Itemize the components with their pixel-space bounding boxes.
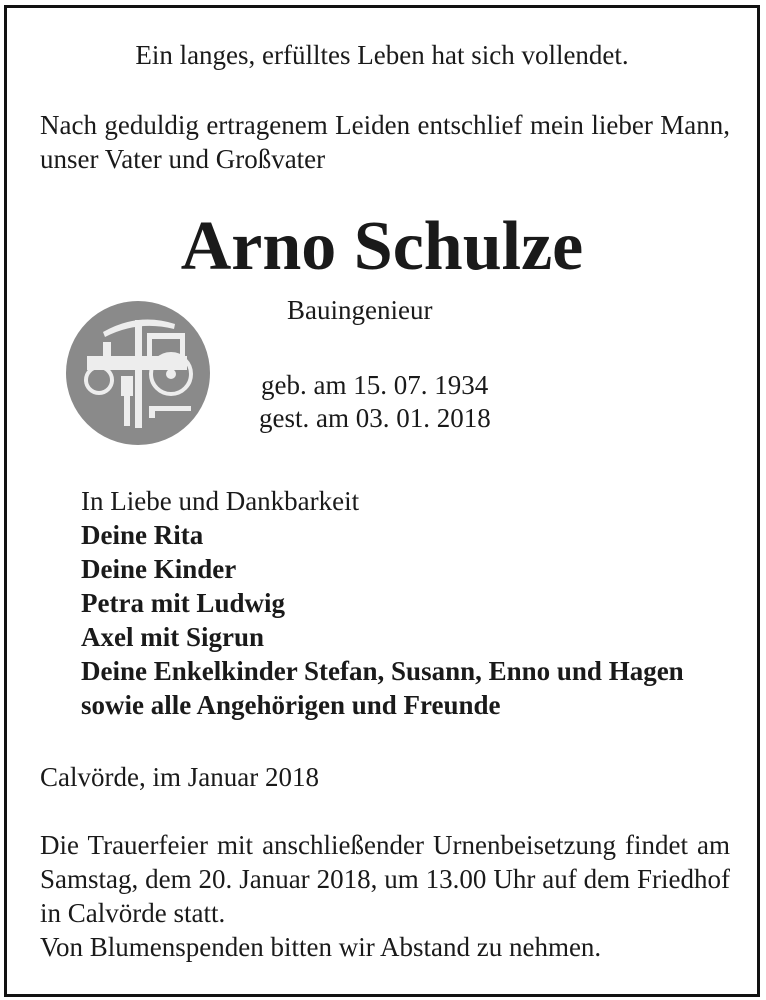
intro-line: Ein langes, erfülltes Leben hat sich vollendet.	[135, 40, 629, 70]
mourner-line: sowie alle Angehörigen und Freunde	[81, 690, 501, 720]
emblem-hammer-head	[121, 376, 133, 396]
mourners-opening: In Liebe und Dankbarkeit	[81, 486, 360, 516]
obituary-frame	[4, 5, 760, 997]
announcement-text: Nach geduldig ertragenem Leiden entschlief mein lieber Mann, unser Vater und Großvater	[40, 110, 730, 174]
profession: Bauingenieur	[287, 295, 433, 325]
emblem-pickaxe-handle	[135, 320, 142, 428]
mourner-line: Axel mit Sigrun	[81, 622, 265, 652]
flowers-request: Von Blumenspenden bitten wir Abstand zu nehmen.	[40, 932, 602, 962]
mourner-line: Petra mit Ludwig	[81, 588, 285, 618]
place-date: Calvörde, im Januar 2018	[40, 762, 319, 792]
tractor-pickaxe-hammer-emblem-icon	[63, 298, 213, 448]
birth-date: geb. am 15. 07. 1934	[261, 370, 489, 400]
mourners-block	[81, 484, 684, 722]
death-date: gest. am 03. 01. 2018	[259, 403, 491, 433]
emblem-hammer-handle	[124, 394, 130, 426]
mourner-line: Deine Enkelkinder Stefan, Susann, Enno und Hagen	[81, 656, 684, 686]
ceremony-details: Die Trauerfeier mit anschließender Urnenbeisetzung findet am Samstag, dem 20. Januar 2018, um 13.00 Uhr auf dem Friedhof in Calvörde statt.	[40, 830, 730, 928]
deceased-name: Arno Schulze	[180, 208, 584, 285]
mourner-line: Deine Rita	[81, 520, 204, 550]
emblem-tractor-cab	[147, 333, 185, 339]
mourner-line: Deine Kinder	[81, 554, 237, 584]
